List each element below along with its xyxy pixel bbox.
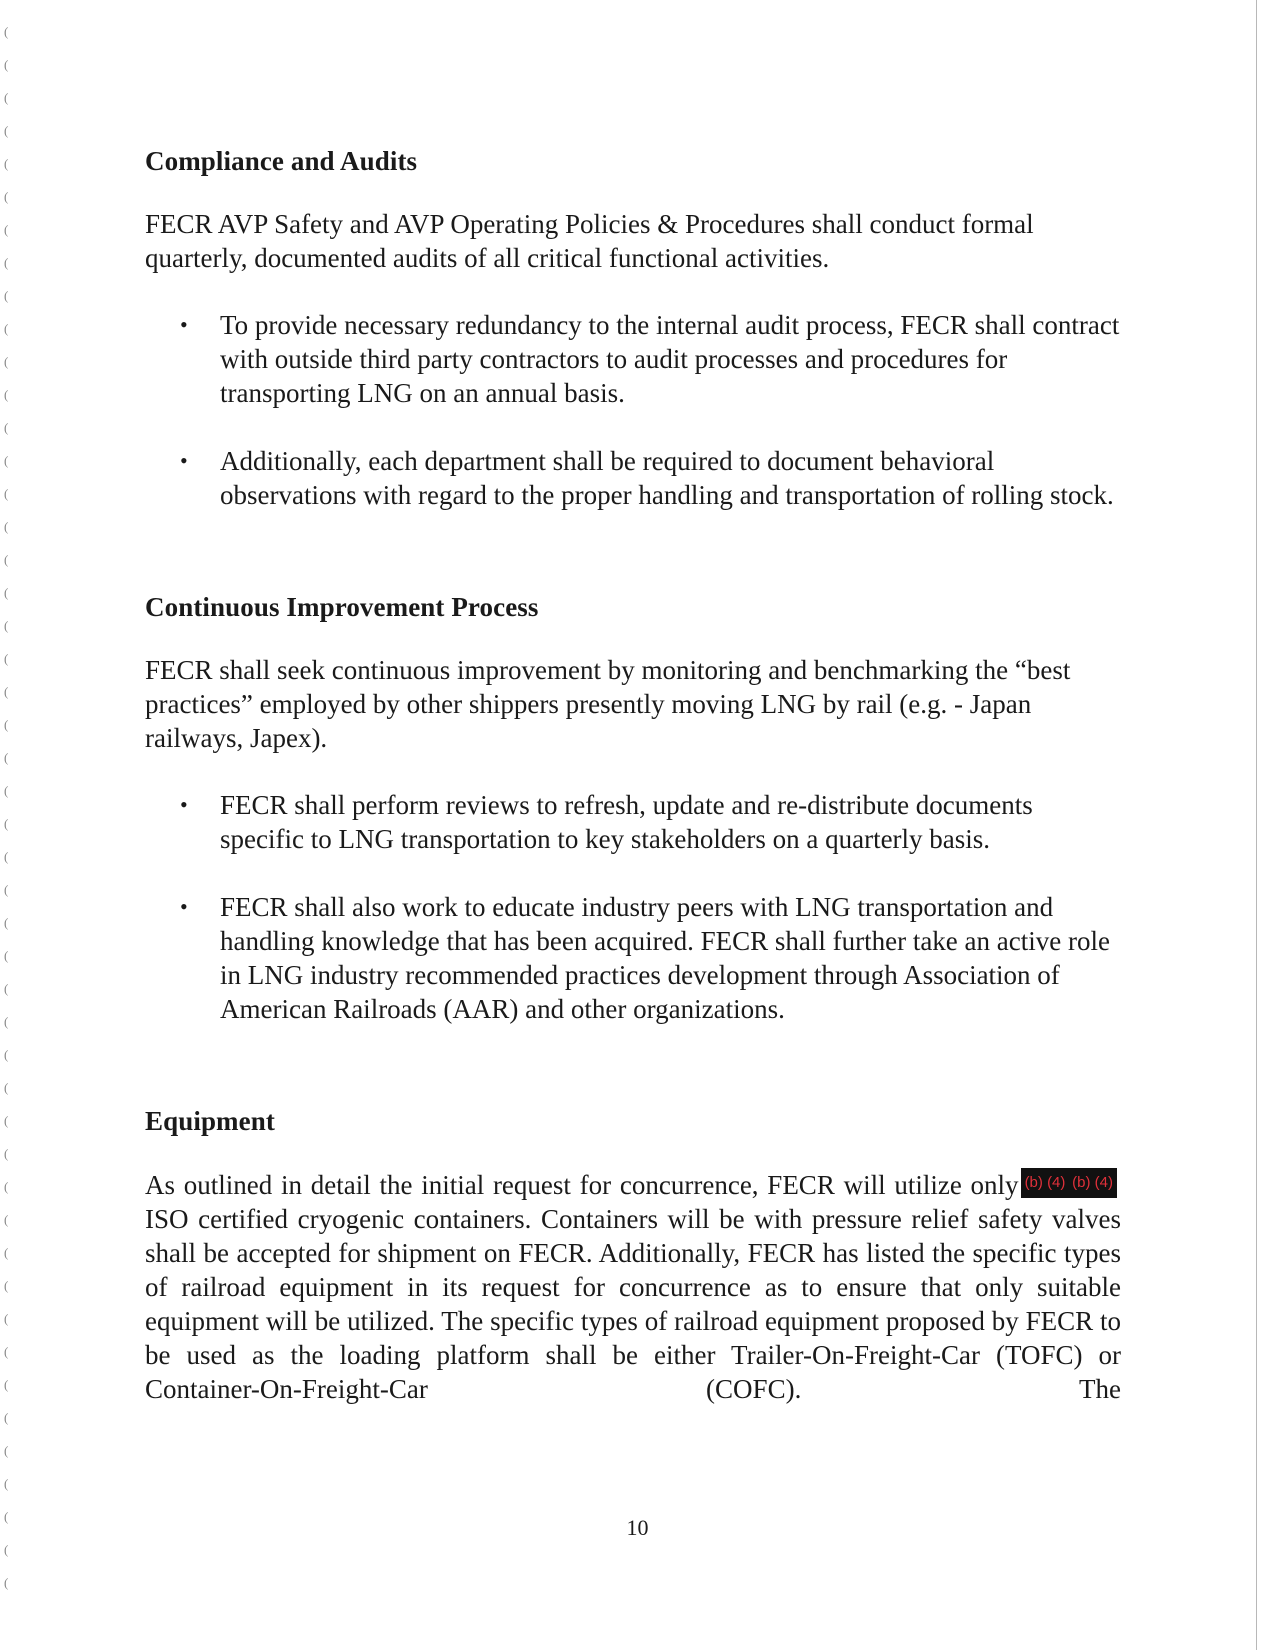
section-paragraph-equipment [145, 1168, 1121, 1406]
binding-mark: ( [4, 1410, 9, 1425]
list-item-text: FECR shall also work to educate industry peers with LNG transportation and handling knowledge that has been acquired. FECR shall further take an active role in LNG industry recommended practices development through Association of American Railroads (AAR) and other organizations. [220, 892, 1110, 1024]
redaction-box: (b) (4) [1021, 1168, 1070, 1198]
binding-mark: ( [4, 882, 9, 897]
redaction-box: (b) (4) [1068, 1168, 1117, 1198]
binding-mark: ( [4, 915, 9, 930]
binding-mark: ( [4, 420, 9, 435]
binding-mark: ( [4, 24, 9, 39]
binding-mark: ( [4, 1179, 9, 1194]
binding-mark: ( [4, 849, 9, 864]
binding-mark: ( [4, 453, 9, 468]
binding-mark: ( [4, 816, 9, 831]
bullet-icon: • [180, 448, 188, 473]
page-number: 10 [626, 1515, 649, 1540]
binding-mark: ( [4, 90, 9, 105]
binding-marks [4, 24, 12, 1624]
binding-mark: ( [4, 1344, 9, 1359]
binding-mark: ( [4, 981, 9, 996]
list-item-text: FECR shall perform reviews to refresh, update and re-distribute documents specific to LNG transportation to key stakeholders on a quarterly basis. [220, 790, 1033, 854]
binding-mark: ( [4, 288, 9, 303]
binding-mark: ( [4, 156, 9, 171]
binding-mark: ( [4, 519, 9, 534]
binding-mark: ( [4, 123, 9, 138]
list-item [145, 788, 1121, 856]
scan-edge [1256, 0, 1257, 1650]
binding-mark: ( [4, 783, 9, 798]
section-heading-continuous-improvement: Continuous Improvement Process [145, 592, 539, 622]
binding-mark: ( [4, 717, 9, 732]
binding-mark: ( [4, 552, 9, 567]
page-content [145, 140, 1121, 1406]
binding-mark: ( [4, 750, 9, 765]
section-paragraph-compliance: FECR AVP Safety and AVP Operating Policies & Procedures shall conduct formal quarterly, documented audits of all critical functional activities. [145, 209, 1034, 273]
binding-mark: ( [4, 1080, 9, 1095]
binding-mark: ( [4, 255, 9, 270]
binding-mark: ( [4, 1377, 9, 1392]
list-item [145, 444, 1121, 512]
list-item-text: To provide necessary redundancy to the internal audit process, FECR shall contract with outside third party contractors to audit processes and procedures for transporting LNG on an annual basis. [220, 310, 1120, 408]
binding-mark: ( [4, 684, 9, 699]
equipment-text-part1: As outlined in detail the initial request for concurrence, FECR will utilize only [145, 1170, 1019, 1200]
bullet-list-continuous-improvement [145, 788, 1121, 1026]
binding-mark: ( [4, 1278, 9, 1293]
binding-mark: ( [4, 57, 9, 72]
binding-mark: ( [4, 1245, 9, 1260]
binding-mark: ( [4, 585, 9, 600]
bullet-icon: • [180, 894, 188, 919]
list-item [145, 890, 1121, 1026]
binding-mark: ( [4, 651, 9, 666]
bullet-icon: • [180, 792, 188, 817]
bullet-list-compliance [145, 308, 1121, 512]
binding-mark: ( [4, 1443, 9, 1458]
binding-mark: ( [4, 1146, 9, 1161]
section-heading-equipment: Equipment [145, 1106, 275, 1136]
binding-mark: ( [4, 1476, 9, 1491]
binding-mark: ( [4, 948, 9, 963]
binding-mark: ( [4, 1212, 9, 1227]
binding-mark: ( [4, 1542, 9, 1557]
binding-mark: ( [4, 1113, 9, 1128]
binding-mark: ( [4, 618, 9, 633]
list-item-text: Additionally, each department shall be required to document behavioral observations with regard to the proper handling and transportation of rolling stock. [220, 446, 1114, 510]
binding-mark: ( [4, 222, 9, 237]
binding-mark: ( [4, 1047, 9, 1062]
binding-mark: ( [4, 1509, 9, 1524]
binding-mark: ( [4, 387, 9, 402]
binding-mark: ( [4, 189, 9, 204]
binding-mark: ( [4, 354, 9, 369]
binding-mark: ( [4, 1014, 9, 1029]
binding-mark: ( [4, 486, 9, 501]
binding-mark: ( [4, 321, 9, 336]
list-item [145, 308, 1121, 410]
binding-mark: ( [4, 1311, 9, 1326]
equipment-text-part2: ISO certified cryogenic containers. Containers will be with pressure relief safety valves shall be accepted for shipment on FECR. Additionally, FECR has listed the specific types of railroad equipment in its request for concurrence as to ensure that only suitable equipment will be utilized. The specific types of railroad equipment proposed by FECR to be used as the loading platform shall be either Trailer-On-Freight-Car (TOFC) or Container-On-Freight-Car (COFC). The [145, 1204, 1121, 1404]
bullet-icon: • [180, 312, 188, 337]
binding-mark: ( [4, 1575, 9, 1590]
section-heading-compliance: Compliance and Audits [145, 146, 418, 176]
section-paragraph-continuous-improvement: FECR shall seek continuous improvement by monitoring and benchmarking the “best practices” employed by other shippers presently moving LNG by rail (e.g. - Japan railways, Japex). [145, 655, 1071, 753]
